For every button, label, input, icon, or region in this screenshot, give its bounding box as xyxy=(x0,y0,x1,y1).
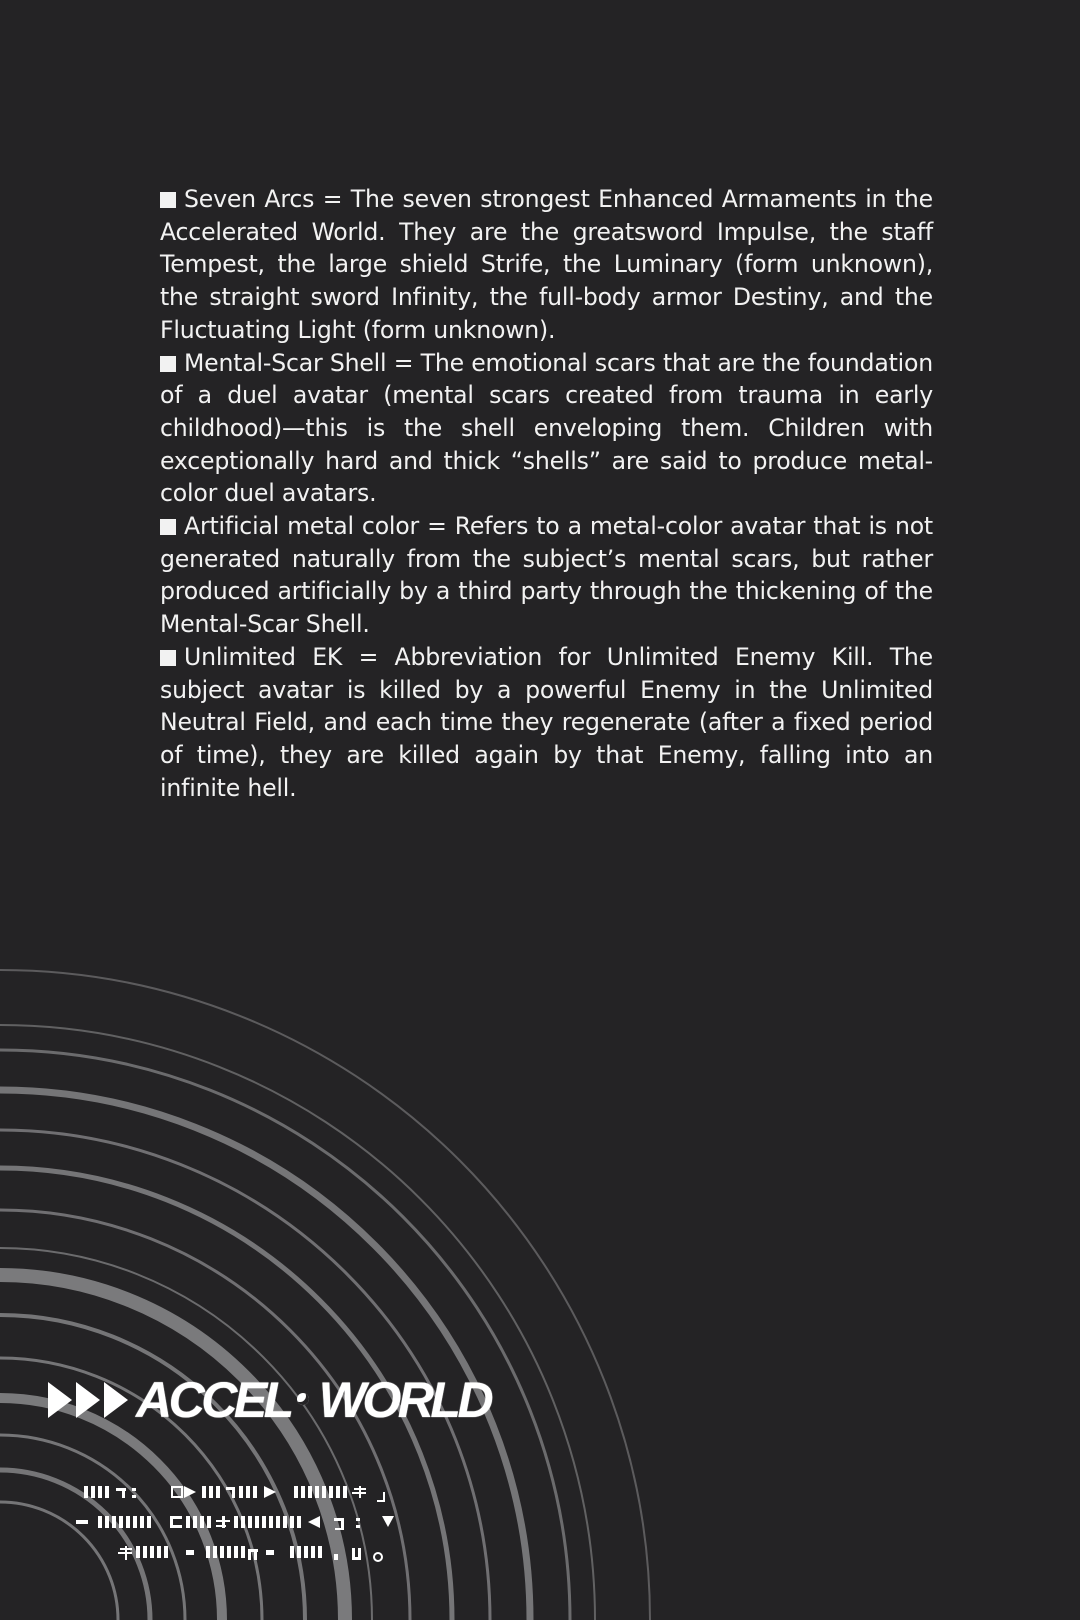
logo-word-accel: ACCEL xyxy=(136,1372,291,1428)
bullet-icon xyxy=(160,356,176,372)
bullet-icon xyxy=(160,519,176,535)
triangle-icon xyxy=(48,1382,72,1418)
glossary xyxy=(160,183,933,804)
cipher-text-decoration xyxy=(76,1482,416,1572)
triangle-icon xyxy=(76,1382,100,1418)
bullet-icon xyxy=(160,650,176,666)
glossary-entry-mental-scar-shell xyxy=(160,347,933,511)
logo-dot-icon xyxy=(297,1393,309,1405)
glossary-entry-seven-arcs xyxy=(160,183,933,347)
bullet-icon xyxy=(160,192,176,208)
glossary-text: Artificial metal color = Refers to a metal-color avatar that is not generated naturally from the subject’s mental scars, but rather produced artificially by a third party through the thickening of the Mental-Scar Shell. xyxy=(160,512,933,639)
accel-world-logo xyxy=(48,1372,491,1428)
triangle-icon xyxy=(104,1382,128,1418)
glossary-entry-unlimited-ek xyxy=(160,641,933,805)
glossary-text: Mental-Scar Shell = The emotional scars that are the foundation of a duel avatar (mental scars created from trauma in early childhood)—this is the shell enveloping them. Children with exceptionally hard and thick “shells” are said to produce metal-color duel avatars. xyxy=(160,348,933,508)
glossary-text: Unlimited EK = Abbreviation for Unlimited Enemy Kill. The subject avatar is killed by a powerful Enemy in the Unlimited Neutral Field, and each time they regenerate (after a fixed period of time), they are killed again by that Enemy, falling into an infinite hell. xyxy=(160,642,933,802)
logo-word-world: WORLD xyxy=(318,1372,491,1428)
glossary-entry-artificial-metal-color xyxy=(160,510,933,641)
glossary-text: Seven Arcs = The seven strongest Enhanced Armaments in the Accelerated World. They are the greatsword Impulse, the staff Tempest, the large shield Strife, the Luminary (form unknown), the straight sword Infinity, the full-body armor Destiny, and the Fluctuating Light (form unknown). xyxy=(160,185,933,344)
